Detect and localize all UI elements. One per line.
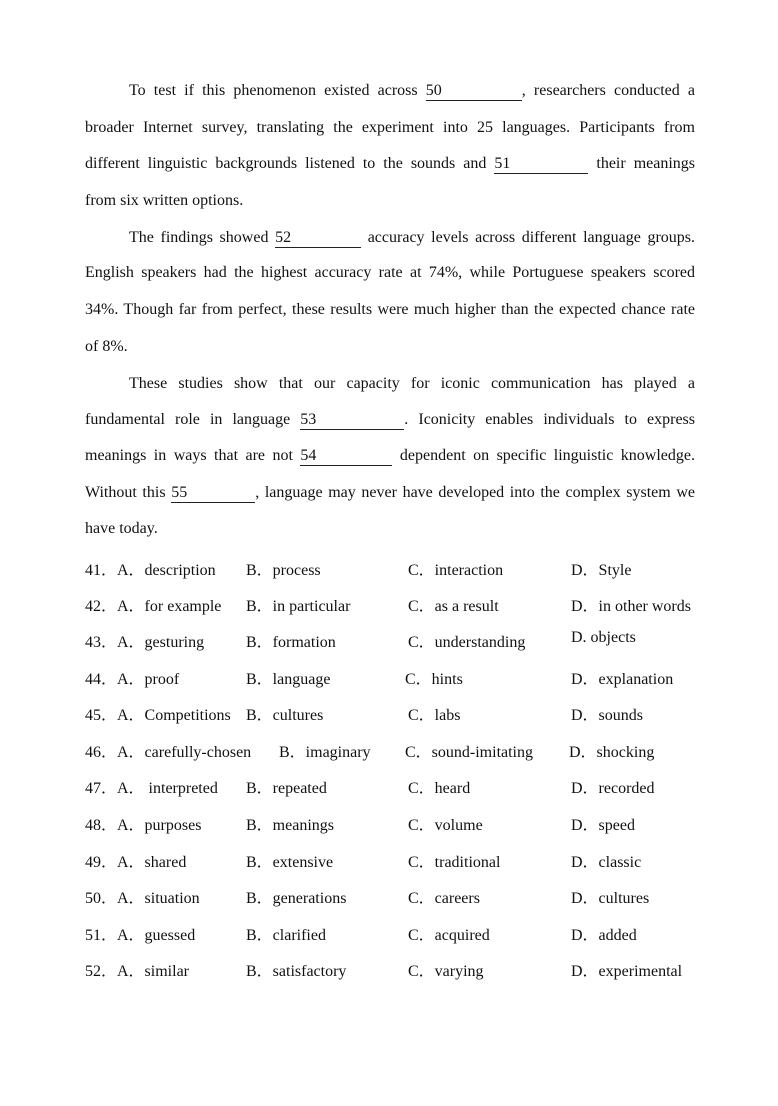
option-c: C．sound-imitating [405, 744, 534, 761]
option-b: B．repeated [246, 780, 327, 797]
option-a: A．for example [117, 598, 222, 615]
option-a: A．Competitions [117, 707, 231, 724]
option-a: A．similar [117, 963, 189, 980]
question-row [85, 849, 705, 871]
question-row [85, 958, 705, 980]
question-row [85, 702, 705, 724]
option-b: B．in particular [246, 598, 351, 615]
option-b: B．generations [246, 890, 347, 907]
question-row [85, 593, 705, 615]
question-row [85, 885, 705, 907]
option-d: D．shocking [569, 744, 655, 761]
question-row [85, 557, 705, 579]
p3-line-2 [85, 410, 695, 430]
option-d: D．sounds [571, 707, 644, 724]
option-d: D．cultures [571, 890, 650, 907]
p3-line-5: have today. [85, 520, 158, 537]
question-number: 41． [85, 562, 118, 579]
blank-54: 54 [300, 447, 392, 466]
p3-line-4 [85, 483, 695, 503]
p2-line-4: of 8%. [85, 338, 128, 355]
p2-line-3: 34%. Though far from perfect, these results were much higher than the expected chance rate [85, 301, 695, 318]
option-d: D．in other words [571, 598, 691, 615]
p3-text: , language may never have developed into the complex system we [255, 484, 695, 501]
question-number: 45． [85, 707, 118, 724]
option-a: A． interpreted [117, 780, 218, 797]
question-number: 46． [85, 744, 118, 761]
option-a: A．purposes [117, 817, 202, 834]
p1-line-1 [85, 81, 695, 101]
blank-51: 51 [494, 155, 588, 174]
question-number: 48． [85, 817, 118, 834]
question-row [85, 812, 705, 834]
option-d: D．speed [571, 817, 635, 834]
option-a: A．situation [117, 890, 200, 907]
option-c: C．interaction [408, 562, 504, 579]
p1-line-3 [85, 154, 695, 174]
option-c: C．labs [408, 707, 461, 724]
p3-text: meanings in ways that are not [85, 447, 293, 464]
p3-text: These studies show that our capacity for iconic communication has played a [129, 375, 695, 392]
blank-52: 52 [275, 229, 361, 248]
question-row [85, 629, 705, 651]
option-c: C．careers [408, 890, 480, 907]
option-c: C．varying [408, 963, 484, 980]
p2-line-2: English speakers had the highest accuracy rate at 74%, while Portuguese speakers scored [85, 264, 695, 281]
question-row [85, 775, 705, 797]
p1-text: , researchers conducted a [521, 82, 696, 99]
option-a: A．gesturing [117, 634, 205, 651]
p1-line-4: from six written options. [85, 192, 244, 209]
p1-text: different linguistic backgrounds listened to the sounds and [85, 155, 487, 172]
option-a: A．shared [117, 854, 187, 871]
option-b: B．clarified [246, 927, 326, 944]
option-c: C．acquired [408, 927, 490, 944]
question-number: 51． [85, 927, 118, 944]
option-d: D．classic [571, 854, 642, 871]
option-a: A．guessed [117, 927, 196, 944]
question-number: 52． [85, 963, 118, 980]
question-number: 49． [85, 854, 118, 871]
p3-text: fundamental role in language [85, 411, 291, 428]
blank-55: 55 [171, 484, 255, 503]
option-c: C．traditional [408, 854, 501, 871]
p3-line-1 [85, 374, 695, 394]
p3-text: . Iconicity enables individuals to express [404, 411, 695, 428]
question-row [85, 922, 705, 944]
p2-text: accuracy levels across different language groups. [367, 229, 696, 246]
question-number: 47． [85, 780, 118, 797]
p1-text: To test if this phenomenon existed across [129, 82, 418, 99]
option-b: B．extensive [246, 854, 334, 871]
option-b: B．imaginary [279, 744, 371, 761]
option-b: B．cultures [246, 707, 324, 724]
option-d: D. objects [571, 629, 636, 646]
option-a: A．proof [117, 671, 180, 688]
option-b: B．process [246, 562, 321, 579]
option-a: A．carefully-chosen [117, 744, 252, 761]
question-number: 50． [85, 890, 118, 907]
option-b: B．satisfactory [246, 963, 347, 980]
option-c: C．hints [405, 671, 463, 688]
blank-50: 50 [426, 82, 522, 101]
option-c: C．as a result [408, 598, 499, 615]
question-number: 42． [85, 598, 118, 615]
option-b: B．language [246, 671, 331, 688]
option-d: D．Style [571, 562, 632, 579]
p3-text: Without this [85, 484, 166, 501]
question-row [85, 739, 705, 761]
option-d: D．added [571, 927, 637, 944]
option-c: C．heard [408, 780, 471, 797]
option-d: D．recorded [571, 780, 655, 797]
option-b: B．formation [246, 634, 336, 651]
p3-text: dependent on specific linguistic knowledge. [399, 447, 696, 464]
p2-text: The findings showed [129, 229, 269, 246]
question-number: 44． [85, 671, 118, 688]
option-a: A．description [117, 562, 216, 579]
p1-text: their meanings [596, 155, 696, 172]
option-d: D．experimental [571, 963, 683, 980]
option-d: D．explanation [571, 671, 674, 688]
p3-line-3 [85, 446, 695, 466]
question-row [85, 666, 705, 688]
option-c: C．understanding [408, 634, 526, 651]
option-c: C．volume [408, 817, 483, 834]
p1-line-2: broader Internet survey, translating the experiment into 25 languages. Participants from [85, 119, 695, 136]
p2-line-1 [85, 228, 695, 248]
blank-53: 53 [300, 411, 404, 430]
question-number: 43． [85, 634, 118, 651]
option-b: B．meanings [246, 817, 334, 834]
